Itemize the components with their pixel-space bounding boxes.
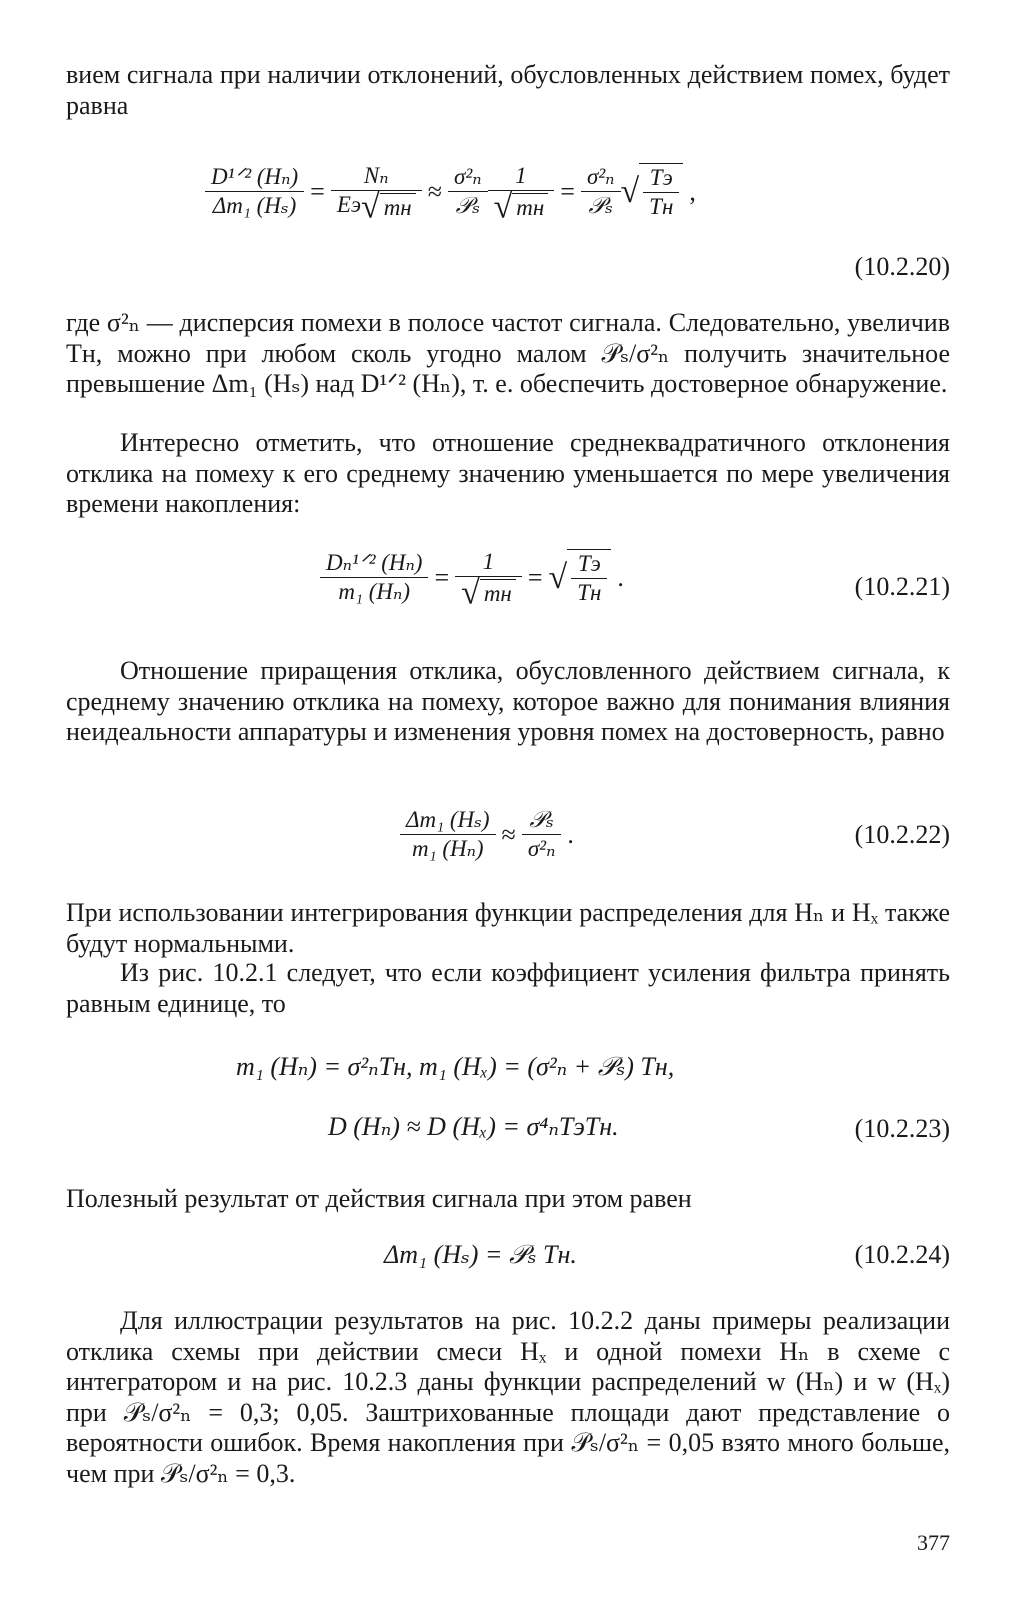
page-number: 377 — [917, 1530, 950, 1555]
equation-number: (10.2.20) — [854, 252, 950, 281]
fraction: $\frac{\text{σ²ₙ}}{\text{𝒫ₛ}}$ — [581, 163, 621, 220]
equation-10-2-24: Δm₁ (Hₛ) = 𝒫ₛ Tн. — [384, 1240, 577, 1269]
paragraph-2: где σ²ₙ — дисперсия помехи в полосе частот сигнала. Следовательно, увеличив Tн, можно при любом сколь угодно малом 𝒫ₛ/σ²ₙ получить значительное превышение Δm₁ (Hₛ) над D¹ᐟ² (Hₙ), т. е. обеспечить достоверное обнаружение. — [66, 308, 950, 398]
fraction: $\frac{\text{Δm₁ (Hₛ)}}{\text{m₁ (Hₙ)}}$ — [400, 806, 496, 863]
equation-10-2-23-line-2: D (Hₙ) ≈ D (Hₓ) = σ⁴ₙTэTн. — [328, 1112, 619, 1141]
fraction: $\frac{1}{√ mн}$ — [455, 548, 522, 608]
paragraph-6: Из рис. 10.2.1 следует, что если коэффициент усиления фильтра принять равным единице, то — [66, 958, 950, 1018]
paragraph-3: Интересно отметить, что отношение среднеквадратичного отклонения отклика на помеху к его среднему значению уменьшается по мере увеличения времени накопления: — [66, 428, 950, 518]
paragraph-5: При использовании интегрирования функции распределения для Hₙ и Hₓ также будут нормальными. — [66, 898, 950, 958]
fraction: $\frac{1}{√ mн}$ — [488, 162, 555, 222]
paragraph-8: Для иллюстрации результатов на рис. 10.2.2 даны примеры реализации отклика схемы при действии смеси Hₓ и одной помехи Hₙ в схеме с интегратором и на рис. 10.2.3 даны функции распределений w (Hₙ) и w (Hₓ) при 𝒫ₛ/σ²ₙ = 0,3; 0,05. Заштрихованные площади дают представление о вероятности ошибок. Время накопления при 𝒫ₛ/σ²ₙ = 0,05 взято много больше, чем при 𝒫ₛ/σ²ₙ = 0,3. — [66, 1306, 950, 1488]
paragraph-7: Полезный результат от действия сигнала при этом равен — [66, 1184, 692, 1213]
equation-10-2-22: $\frac{\text{Δm₁ (Hₛ)}}{\text{m₁ (Hₙ)}}$ ≈ $\frac{\text{𝒫ₛ}}{\text{σ²ₙ}}$ . — [400, 806, 580, 863]
equation-number: (10.2.22) — [854, 820, 950, 849]
equation-10-2-20: $\frac{\text{D¹ᐟ² (Hₙ)}}{\text{Δm₁ (Hₛ)}}$ = $\frac{\text{Nₙ}}{Eэ√ mн}$ ≈ $\frac{\text{σ²ₙ}}{\text{𝒫ₛ}}$ $\frac{1}{√ mн}$ = $\frac{\text{σ²ₙ}}{\text{𝒫ₛ}}$ √ $\frac{Tэ}{Tн}$ , — [205, 162, 702, 222]
fraction: $\frac{\text{σ²ₙ}}{\text{𝒫ₛ}}$ — [448, 163, 488, 220]
equation-number: (10.2.23) — [854, 1114, 950, 1143]
fraction: $\frac{\text{Dₙ¹ᐟ² (Hₙ)}}{\text{m₁ (Hₙ)}}$ — [320, 549, 428, 606]
equation-10-2-23-line-1: m₁ (Hₙ) = σ²ₙTн, m₁ (Hₓ) = (σ²ₙ + 𝒫ₛ) Tн, — [236, 1052, 675, 1081]
paragraph-1: вием сигнала при наличии отклонений, обусловленных действием помех, будет равна — [66, 60, 950, 120]
radical: √ $\frac{Tэ}{Tн}$ — [549, 549, 612, 607]
fraction: $\frac{\text{𝒫ₛ}}{\text{σ²ₙ}}$ — [522, 806, 562, 863]
radical: √ $\frac{Tэ}{Tн}$ — [621, 163, 684, 221]
equation-number: (10.2.21) — [854, 572, 950, 601]
fraction: $\frac{\text{D¹ᐟ² (Hₙ)}}{\text{Δm₁ (Hₛ)}}$ — [205, 163, 304, 220]
equation-10-2-21: $\frac{\text{Dₙ¹ᐟ² (Hₙ)}}{\text{m₁ (Hₙ)}}$ = $\frac{1}{√ mн}$ = √ $\frac{Tэ}{Tн}$ . — [320, 548, 630, 608]
fraction: $\frac{\text{Nₙ}}{Eэ√ mн}$ — [331, 162, 422, 222]
paragraph-4: Отношение приращения отклика, обусловленного действием сигнала, к среднему значению отклика на помеху, которое важно для понимания влияния неидеальности аппаратуры и изменения уровня помех на достоверность, равно — [66, 656, 950, 746]
equation-number: (10.2.24) — [854, 1240, 950, 1269]
